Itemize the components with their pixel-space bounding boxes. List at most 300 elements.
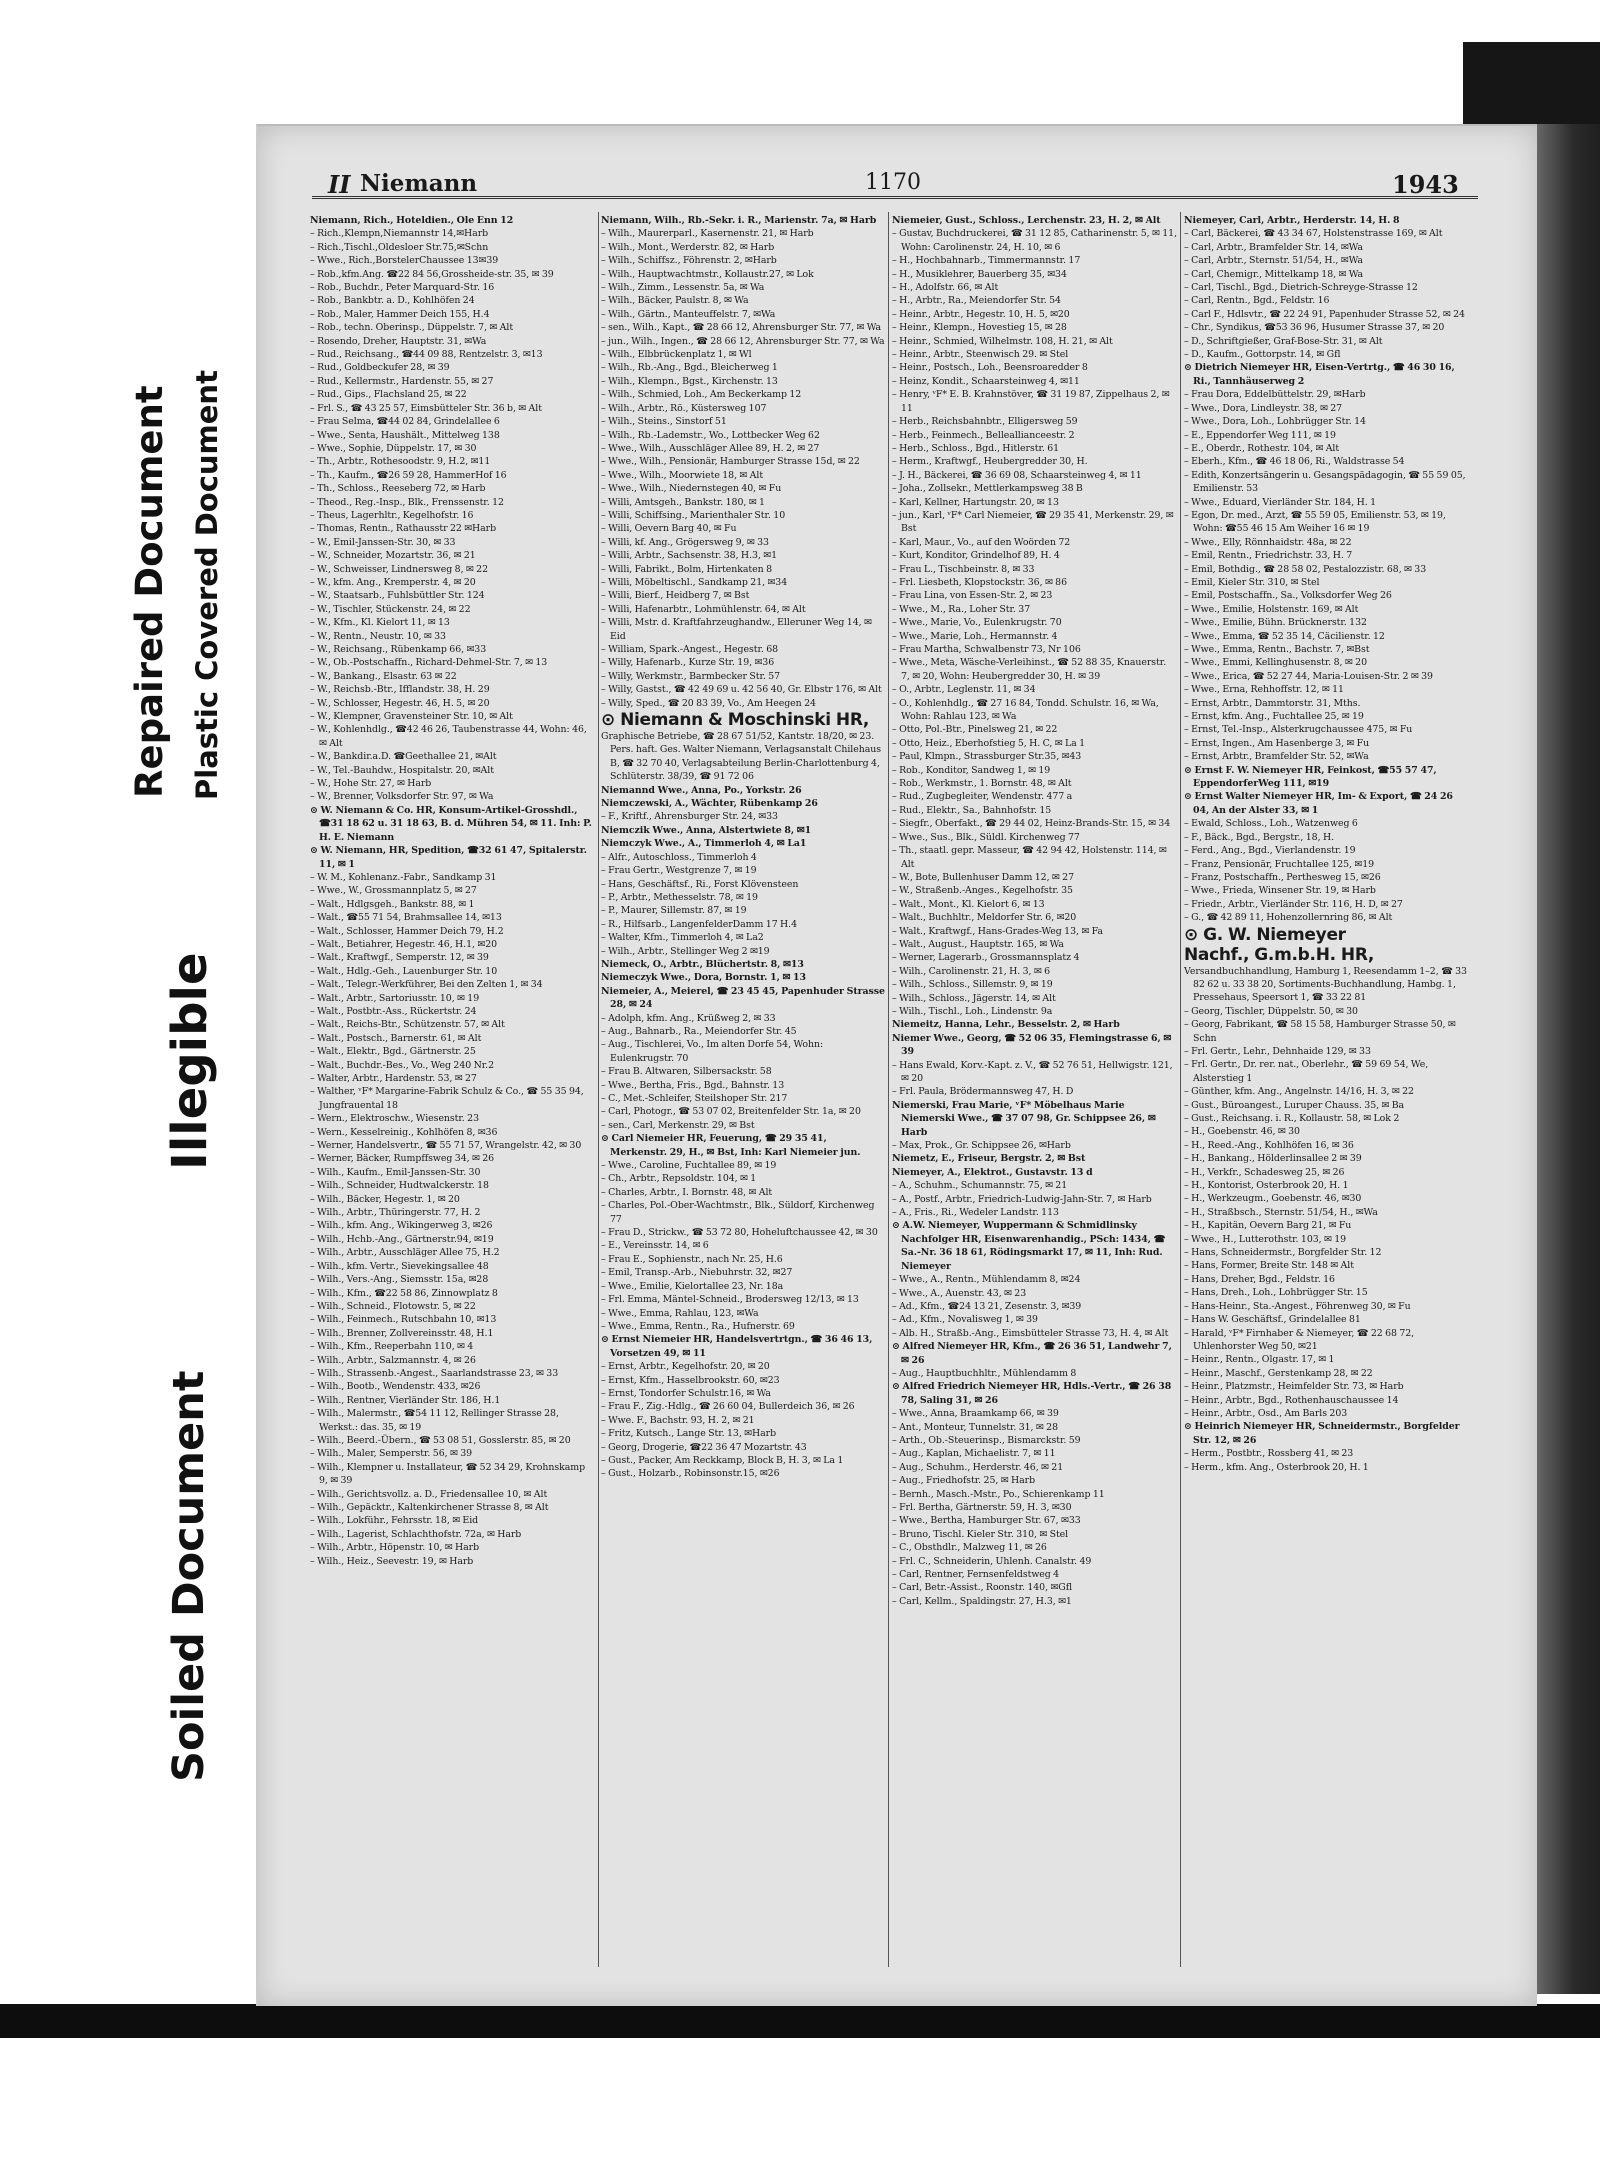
directory-entry: Nachf., G.m.b.H. HR, [1184, 944, 1375, 965]
directory-entry: – G., ☎ 42 89 11, Hohenzollernring 86, ✉ Alt [1184, 912, 1393, 924]
directory-entry: – Th., staatl. gepr. Masseur, ☎ 42 94 42, Holstenstr. 114, ✉ Alt [892, 845, 1167, 870]
directory-entry: – Carl, Photogr., ☎ 53 07 02, Breitenfelder Str. 1a, ✉ 20 [601, 1106, 861, 1118]
directory-entry: – Wilh., Bäcker, Hegestr. 1, ✉ 20 [310, 1193, 460, 1205]
directory-entry: – Carl, Rentn., Bgd., Feldstr. 16 [1184, 295, 1330, 307]
directory-entry: – Wwe., Caroline, Fuchtallee 89, ✉ 19 [601, 1160, 777, 1172]
directory-entry: – Emil, Postschaffn., Sa., Volksdorfer Weg 26 [1184, 590, 1392, 602]
directory-entry: – Alfr., Autoschloss., Timmerloh 4 [601, 851, 757, 863]
column-divider [598, 212, 599, 1967]
directory-entry: – Walt., Postsch., Barnerstr. 61, ✉ Alt [310, 1032, 482, 1044]
directory-entry: Niemczyk Wwe., A., Timmerloh 4, ✉ La1 [601, 838, 807, 850]
directory-entry: – Walt., Kraftwgf., Hans-Grades-Weg 13, ✉ Fa [892, 925, 1103, 937]
directory-entry: – Wern., Elektroschw., Wiesenstr. 23 [310, 1113, 479, 1125]
directory-entry: – Wwe., Wilh., Ausschläger Allee 89, H. 2, ✉ 27 [601, 442, 820, 454]
header-page-number: 1170 [865, 170, 921, 195]
directory-column-4 [1184, 214, 1469, 1964]
directory-entry: – Egon, Dr. med., Arzt, ☎ 55 59 05, Emilienstr. 53, ✉ 19, Wohn: ☎55 46 15 Am Weiher 16 ✉ 19 [1184, 509, 1446, 535]
directory-entry: – Rob., Konditor, Sandweg 1, ✉ 19 [892, 764, 1051, 776]
directory-entry: Niemerski, Frau Marie, ᵛF* Möbelhaus Marie Niemerski Wwe., ☎ 37 07 98, Gr. Schippsee 26, ✉ Harb [892, 1099, 1156, 1138]
directory-entry: ⊙ G. W. Niemeyer [1184, 924, 1346, 945]
directory-entry: – Walt., Hdlgsgeh., Bankstr. 88, ✉ 1 [310, 898, 475, 910]
directory-entry: – W., Kohlenhdlg., ☎42 46 26, Taubenstrasse 44, Wohn: 46, ✉ Alt [310, 724, 587, 749]
directory-entry: – Rich.,Tischl.,Oldesloer Str.75,✉Schn [310, 241, 489, 253]
directory-entry: – Edith, Konzertsängerin u. Gesangspädagogin, ☎ 55 59 05, Emilienstr. 53 [1184, 469, 1466, 495]
directory-entry: – Wwe., Marie, Vo., Eulenkrugstr. 70 [892, 617, 1062, 629]
directory-entry: – Rud., Goldbeckufer 28, ✉ 39 [310, 362, 450, 374]
directory-entry: – Rosendo, Dreher, Hauptstr. 31, ✉Wa [310, 335, 487, 347]
directory-entry: – H., Werkzeugm., Goebenstr. 46, ✉30 [1184, 1193, 1362, 1205]
directory-entry: – Fritz, Kutsch., Lange Str. 13, ✉Harb [601, 1428, 777, 1440]
directory-entry: – Hans, Former, Breite Str. 148 ✉ Alt [1184, 1260, 1354, 1272]
column-divider [1180, 212, 1181, 1967]
directory-entry: – Willi, Amtsgeh., Bankstr. 180, ✉ 1 [601, 496, 765, 508]
directory-entry: – Wilh., Arbtr., Salzmannstr. 4, ✉ 26 [310, 1354, 476, 1366]
directory-entry: – Heinr., Arbtr., Osd., Am Barls 203 [1184, 1407, 1348, 1419]
directory-entry: – sen., Wilh., Kapt., ☎ 28 66 12, Ahrensburger Str. 77, ✉ Wa [601, 322, 882, 334]
scan-border-right [1535, 124, 1600, 1994]
directory-entry: – Franz, Postschaffn., Perthesweg 15, ✉26 [1184, 871, 1381, 883]
directory-entry: – Ant., Monteur, Tunnelstr. 31, ✉ 28 [892, 1421, 1058, 1433]
directory-entry: – H., Reed.-Ang., Kohlhöfen 16, ✉ 36 [1184, 1139, 1354, 1151]
directory-entry: – Georg, Tischler, Düppelstr. 50, ✉ 30 [1184, 1005, 1358, 1017]
directory-entry: – Carl F., Hdlsvtr., ☎ 22 24 91, Papenhuder Strasse 52, ✉ 24 [1184, 308, 1465, 320]
directory-entry: – Frau Gertr., Westgrenze 7, ✉ 19 [601, 865, 757, 877]
directory-entry: Niemeck, O., Arbtr., Blüchertstr. 8, ✉13 [601, 958, 804, 970]
directory-entry: – Rob., techn. Oberinsp., Düppelstr. 7, ✉ Alt [310, 322, 514, 334]
directory-entry: – Carl, Arbtr., Sternstr. 51/54, H., ✉Wa [1184, 255, 1363, 267]
directory-entry: – Wwe., Emma, Rahlau, 123, ✉Wa [601, 1307, 759, 1319]
directory-entry: – Carl, Betr.-Assist., Roonstr. 140, ✉Gfl [892, 1582, 1073, 1594]
directory-entry: – W., Schweisser, Lindnersweg 8, ✉ 22 [310, 563, 488, 575]
directory-entry: Niemczik Wwe., Anna, Alstertwiete 8, ✉1 [601, 824, 812, 836]
directory-entry: – Emil, Bothdig., ☎ 28 58 02, Pestalozzistr. 68, ✉ 33 [1184, 563, 1427, 575]
directory-entry: – Ernst, Tel.-Insp., Alsterkrugchaussee 475, ✉ Fu [1184, 724, 1413, 736]
directory-entry: – Hans W. Geschäftsf., Grindelallee 81 [1184, 1314, 1361, 1326]
directory-entry: Niemetz, E., Friseur, Bergstr. 2, ✉ Bst [892, 1153, 1086, 1165]
directory-entry: – W., Klempner, Gravensteiner Str. 10, ✉ Alt [310, 711, 513, 723]
directory-entry: – E., Oberdr., Rothestr. 104, ✉ Alt [1184, 442, 1340, 454]
directory-entry: ⊙ W. Niemann, HR, Spedition, ☎32 61 47, Spitalerstr. 11, ✉ 1 [310, 845, 588, 870]
directory-entry: – Heinz, Kondit., Schaarsteinweg 4, ✉11 [892, 375, 1080, 387]
directory-entry: – Wilh., Schiffsz., Föhrenstr. 2, ✉Harb [601, 255, 777, 267]
directory-entry: Niemer Wwe., Georg, ☎ 52 06 35, Flemingstrasse 6, ✉ 39 [892, 1032, 1172, 1058]
directory-entry: – Frau Martha, Schwalbenstr 73, Nr 106 [892, 644, 1081, 655]
directory-entry: – Rud., Kellermstr., Hardenstr. 55, ✉ 27 [310, 375, 494, 387]
directory-entry: – Willi, kf. Ang., Grögersweg 9, ✉ 33 [601, 536, 769, 548]
directory-entry: Niemeyer, Carl, Arbtr., Herderstr. 14, H. 8 [1184, 215, 1400, 226]
directory-entry: – Wilh., Lagerist, Schlachthofstr. 72a, ✉ Harb [310, 1528, 522, 1540]
directory-entry: – R., Hilfsarb., LangenfelderDamm 17 H.4 [601, 918, 798, 930]
directory-entry: – Willy, Sped., ☎ 20 83 39, Vo., Am Heegen 24 [601, 697, 816, 709]
directory-entry: – Emil, Kieler Str. 310, ✉ Stel [1184, 576, 1320, 588]
directory-entry: – Wilh., Strassenb.-Angest., Saarlandstrasse 23, ✉ 33 [310, 1367, 559, 1379]
directory-entry: – Gust., Packer, Am Reckkamp, Block B, H. 3, ✉ La 1 [601, 1454, 844, 1466]
directory-entry: – Wwe., Rich.,BorstelerChaussee 13✉39 [310, 255, 499, 267]
directory-entry: – Carl, Bäckerei, ☎ 43 34 67, Holstenstrasse 169, ✉ Alt [1184, 228, 1443, 240]
directory-entry: – E., Vereinsstr. 14, ✉ 6 [601, 1240, 709, 1252]
directory-entry: – Wwe., Senta, Haushält., Mittelweg 138 [310, 429, 500, 441]
directory-entry: – H., Kapitän, Oevern Barg 21, ✉ Fu [1184, 1220, 1352, 1232]
directory-entry: – Gust., Reichsang. i. R., Kollaustr. 58, ✉ Lok 2 [1184, 1113, 1400, 1124]
directory-entry: – Wilh., Rb.-Lademstr., Wo., Lottbecker Weg 62 [601, 429, 820, 441]
directory-entry: – Walter, Kfm., Timmerloh 4, ✉ La2 [601, 932, 764, 944]
directory-entry: Niemann, Wilh., Rb.-Sekr. i. R., Marienstr. 7a, ✉ Harb [601, 215, 877, 226]
directory-entry: – Werner, Bäcker, Rumpffsweg 34, ✉ 26 [310, 1153, 495, 1165]
directory-entry: – Wwe., Wilh., Moorwiete 18, ✉ Alt [601, 469, 764, 481]
directory-entry: – Wilh., Klempn., Bgst., Kirchenstr. 13 [601, 375, 778, 387]
directory-entry: – Emil, Transp.-Arb., Niebuhrstr. 32, ✉27 [601, 1267, 793, 1279]
directory-entry: – A., Schuhm., Schumannstr. 75, ✉ 21 [892, 1180, 1068, 1192]
directory-entry: – Wilh., Schneid., Flotowstr. 5, ✉ 22 [310, 1300, 476, 1312]
directory-entry: – Gust., Holzarb., Robinsonstr.15, ✉26 [601, 1468, 780, 1480]
directory-entry: – Walt., Schlosser, Hammer Deich 79, H.2 [310, 925, 504, 937]
directory-entry: – Wwe., Bertha, Fris., Bgd., Bahnstr. 13 [601, 1079, 785, 1091]
directory-entry: – Walt., Reichs-Btr., Schützenstr. 57, ✉ Alt [310, 1019, 505, 1031]
header-name: Niemann [360, 170, 478, 197]
directory-entry: – H., Straßbsch., Sternstr. 51/54, H., ✉Wa [1184, 1206, 1378, 1218]
directory-entry: – Heinr., Rentn., Olgastr. 17, ✉ 1 [1184, 1354, 1335, 1366]
directory-entry: – Wwe., Dora, Loh., Lohbrügger Str. 14 [1184, 416, 1366, 428]
directory-entry: – Charles, Pol.-Ober-Wachtmstr., Blk., Süldorf, Kirchenweg 77 [601, 1200, 875, 1225]
directory-entry: – W., Bankdir.a.D. ☎Geethallee 21, ✉Alt [310, 751, 497, 763]
directory-entry: – W., Brenner, Volksdorfer Str. 97, ✉ Wa [310, 791, 494, 803]
directory-entry: – Wilh., Beerd.-Übern., ☎ 53 08 51, Gosslerstr. 85, ✉ 20 [310, 1434, 571, 1446]
directory-entry: ⊙ Ernst Niemeier HR, Handelsvertrtgn., ☎ 36 46 13, Vorsetzen 49, ✉ 11 [601, 1334, 873, 1359]
directory-entry: – Wilh., Kfm., ☎22 58 86, Zinnowplatz 8 [310, 1287, 498, 1299]
directory-entry: – Karl, Maur., Vo., auf den Woörden 72 [892, 536, 1071, 548]
directory-entry: – Wilh., Gärtn., Manteuffelstr. 7, ✉Wa [601, 308, 776, 320]
directory-entry: – Frl. Gertr., Dr. rer. nat., Oberlehr., ☎ 59 69 54, We, Alsterstieg 1 [1184, 1059, 1429, 1084]
directory-entry: – C., Met.-Schleifer, Steilshoper Str. 217 [601, 1093, 788, 1104]
directory-entry: ⊙ Niemann & Moschinski HR, [601, 710, 870, 731]
directory-entry: – Bruno, Tischl. Kieler Str. 310, ✉ Stel [892, 1528, 1069, 1540]
directory-column-3 [892, 214, 1177, 1964]
directory-entry: – Wwe., M., Ra., Loher Str. 37 [892, 603, 1031, 615]
directory-entry: – Wilh., Arbtr., Höpenstr. 10, ✉ Harb [310, 1542, 480, 1554]
directory-entry: – Paul, Klmpn., Strassburger Str.35, ✉43 [892, 751, 1082, 763]
directory-entry: – jun., Karl, ᵛF* Carl Niemeier, ☎ 29 35 41, Merkenstr. 29, ✉ Bst [892, 509, 1174, 535]
directory-entry: – Willi, Fabrikt., Bolm, Hirtenkaten 8 [601, 563, 772, 575]
directory-entry: – jun., Wilh., Ingen., ☎ 28 66 12, Ahrensburger Str. 77, ✉ Wa [601, 335, 885, 347]
directory-entry: – Aug., Hauptbuchhltr., Mühlendamm 8 [892, 1367, 1077, 1379]
directory-entry: – Rob.,kfm.Ang. ☎22 84 56,Grossheide-str. 35, ✉ 39 [310, 268, 554, 280]
directory-entry: – Ernst, Arbtr., Dammtorstr. 31, Mths. [1184, 697, 1361, 709]
directory-entry: – Theod., Reg.-Insp., Blk., Frenssenstr. 12 [310, 496, 504, 508]
directory-entry: – Wilh., Mont., Werderstr. 82, ✉ Harb [601, 241, 775, 253]
directory-entry: – Wwe., Wilh., Pensionär, Hamburger Strasse 15d, ✉ 22 [601, 456, 860, 468]
directory-entry: – Willy, Hafenarb., Kurze Str. 19, ✉36 [601, 657, 775, 669]
directory-entry: ⊙ Ernst Walter Niemeyer HR, Im- & Export, ☎ 24 26 04, An der Alster 33, ✉ 1 [1184, 791, 1453, 816]
directory-entry: – Wwe., A., Rentn., Mühlendamm 8, ✉24 [892, 1274, 1081, 1286]
directory-entry: Niemeczyk Wwe., Dora, Bornstr. 1, ✉ 13 [601, 972, 806, 984]
directory-entry: – Wwe., Marie, Loh., Hermannstr. 4 [892, 630, 1058, 642]
directory-entry: – Henry, ᵛF* E. B. Krahnstöver, ☎ 31 19 87, Zippelhaus 2, ✉ 11 [892, 389, 1170, 414]
directory-entry: – sen., Carl, Merkenstr. 29, ✉ Bst [601, 1119, 755, 1131]
directory-entry: ⊙ Alfred Niemeyer HR, Kfm., ☎ 26 36 51, Landwehr 7, ✉ 26 [892, 1341, 1172, 1366]
directory-entry: – Wwe., Emilie, Kielortallee 23, Nr. 18a [601, 1280, 784, 1292]
directory-entry: ⊙ A.W. Niemeyer, Wuppermann & Schmidlinsky Nachfolger HR, Eisenwarenhandig., PSch: 1434, ☎ Sa.-Nr. 36 18 61, Rödingsmarkt 17, ✉ 11, Inh: Rud. Niemeyer [892, 1220, 1166, 1272]
directory-entry: – Willi, Möbeltischl., Sandkamp 21, ✉34 [601, 576, 788, 588]
directory-entry: – Th., Schloss., Reeseberg 72, ✉ Harb [310, 483, 486, 495]
directory-entry: – Wilh., kfm. Vertr., Sievekingsallee 48 [310, 1260, 489, 1272]
directory-entry: – W., Bankang., Elsastr. 63 ✉ 22 [310, 670, 457, 682]
directory-entry: – Gust., Büroangest., Luruper Chauss. 35, ✉ Ba [1184, 1099, 1405, 1111]
directory-entry: – Frl. Liesbeth, Klopstockstr. 36, ✉ 86 [892, 576, 1068, 588]
directory-entry: – Thomas, Rentn., Rathausstr 22 ✉Harb [310, 523, 497, 535]
directory-entry: – W., Ob.-Postschaffn., Richard-Dehmel-Str. 7, ✉ 13 [310, 657, 548, 669]
directory-entry: – Walt., Telegr.-Werkführer, Bei den Zelten 1, ✉ 34 [310, 979, 543, 991]
directory-entry: – Wilh., Schneider, Hudtwalckerstr. 18 [310, 1180, 489, 1192]
directory-entry: – Frl. Bertha, Gärtnerstr. 59, H. 3, ✉30 [892, 1502, 1072, 1513]
directory-entry: – Rob., Buchdr., Peter Marquard-Str. 16 [310, 282, 495, 294]
directory-entry: – Walt., August., Hauptstr. 165, ✉ Wa [892, 938, 1064, 950]
directory-entry: – Karl, Kellner, Hartungstr. 20, ✉ 13 [892, 496, 1059, 508]
directory-entry: – Frau E., Sophienstr., nach Nr. 25, H.6 [601, 1253, 783, 1265]
directory-entry: – Walt., Elektr., Bgd., Gärtnerstr. 25 [310, 1046, 476, 1058]
directory-entry: – Eberh., Kfm., ☎ 46 18 06, Ri., Waldstrasse 54 [1184, 456, 1405, 468]
directory-entry: – Willi, Oevern Barg 40, ✉ Fu [601, 523, 737, 535]
directory-entry: ⊙ W. Niemann & Co. HR, Konsum-Artikel-Grosshdl., ☎31 18 62 u. 31 18 63, B. d. Mühren 54, ✉ 11. Inh: P. H. E. Niemann [310, 804, 592, 843]
directory-entry: – Frau F., Zig.-Hdlg., ☎ 26 60 04, Bullerdeich 36, ✉ 26 [601, 1401, 855, 1413]
directory-entry: – Siegfr., Oberfakt., ☎ 29 44 02, Heinz-Brands-Str. 15, ✉ 34 [892, 818, 1171, 830]
directory-entry: – Wwe., Emilie, Bühn. Brücknerstr. 132 [1184, 617, 1367, 629]
directory-entry: – Ad., Kfm., Novalisweg 1, ✉ 39 [892, 1314, 1038, 1326]
directory-entry: – P., Maurer, Sillemstr. 87, ✉ 19 [601, 905, 747, 917]
directory-entry: – Wilh., Malermstr., ☎54 11 12, Rellinger Strasse 28, Werkst.: das. 35, ✉ 19 [310, 1408, 559, 1433]
directory-entry: – Hans Ewald, Korv.-Kapt. z. V., ☎ 52 76 51, Hellwigstr. 121, ✉ 20 [892, 1059, 1173, 1084]
directory-entry: – E., Eppendorfer Weg 111, ✉ 19 [1184, 429, 1336, 441]
directory-entry: – Wilh., Bootb., Wendenstr. 433, ✉26 [310, 1381, 481, 1393]
directory-entry: – Friedr., Arbtr., Vierländer Str. 116, H. D, ✉ 27 [1184, 898, 1403, 910]
directory-entry: – Willi, Arbtr., Sachsenstr. 38, H.3, ✉1 [601, 550, 777, 562]
column-divider [888, 212, 889, 1967]
directory-entry: – Heinr., Postsch., Loh., Beensroaredder 8 [892, 362, 1088, 374]
directory-entry: – D., Kaufm., Gottorpstr. 14, ✉ Gfl [1184, 349, 1341, 361]
directory-entry: – Theus, Lagerhltr., Kegelhofstr. 16 [310, 509, 474, 521]
directory-entry: – Joha., Zollsekr., Mettlerkampsweg 38 B [892, 483, 1083, 495]
directory-entry: – Wwe., Bertha, Hamburger Str. 67, ✉33 [892, 1515, 1081, 1527]
directory-entry: – Frau Dora, Eddelbüttelstr. 29, ✉Harb [1184, 389, 1366, 401]
directory-entry: – A., Postf., Arbtr., Friedrich-Ludwig-Jahn-Str. 7, ✉ Harb [892, 1193, 1152, 1205]
directory-entry: – Gustav, Buchdruckerei, ☎ 31 12 85, Catharinenstr. 5, ✉ 11, Wohn: Carolinenstr. 24, H. 10, ✉ 6 [892, 228, 1177, 253]
directory-entry: – Wwe. F., Bachstr. 93, H. 2, ✉ 21 [601, 1414, 755, 1426]
directory-entry: – Wilh., Arbtr., Rö., Küstersweg 107 [601, 402, 767, 414]
directory-entry: – Willi, Bierf., Heidberg 7, ✉ Bst [601, 590, 750, 602]
directory-entry: – Willi, Hafenarbtr., Lohmühlenstr. 64, ✉ Alt [601, 603, 806, 615]
directory-entry: ⊙ Dietrich Niemeyer HR, Eisen-Vertrtg., ☎ 46 30 16, Ri., Tannhäuserweg 2 [1184, 362, 1455, 387]
directory-entry: – Willi, Mstr. d. Kraftfahrzeughandw., Elleruner Weg 14, ✉ Eid [601, 617, 872, 642]
directory-entry: – W., Tischler, Stückenstr. 24, ✉ 22 [310, 603, 471, 615]
directory-entry: – W., Bote, Bullenhuser Damm 12, ✉ 27 [892, 871, 1074, 883]
directory-entry: – Wilh., Zimm., Lessenstr. 5a, ✉ Wa [601, 282, 765, 294]
directory-entry: – Wwe., Wilh., Niedernstegen 40, ✉ Fu [601, 483, 782, 495]
directory-entry: – Wilh., Maurerparl., Kasernenstr. 21, ✉ Harb [601, 228, 814, 240]
directory-entry: – Georg, Drogerie, ☎22 36 47 Mozartstr. 43 [601, 1441, 807, 1453]
directory-entry: – Heinr., Platzmstr., Heimfelder Str. 73, ✉ Harb [1184, 1381, 1404, 1393]
directory-entry: – Chr., Syndikus, ☎53 36 96, Husumer Strasse 37, ✉ 20 [1184, 322, 1445, 334]
header-year: 1943 [1392, 170, 1459, 199]
directory-entry: – Ch., Arbtr., Repsoldstr. 104, ✉ 1 [601, 1173, 757, 1185]
directory-entry: – Wilh., Maler, Semperstr. 56, ✉ 39 [310, 1448, 473, 1460]
directory-entry: – H., Bankang., Hölderlinsallee 2 ✉ 39 [1184, 1153, 1362, 1165]
directory-entry: – Herb., Schloss., Bgd., Hitlerstr. 61 [892, 442, 1060, 454]
directory-entry: – F., Kriftf., Ahrensburger Str. 24, ✉33 [601, 811, 778, 823]
directory-entry: ⊙ Heinrich Niemeyer HR, Schneidermstr., Borgfelder Str. 12, ✉ 26 [1184, 1421, 1460, 1446]
directory-entry: – Carl, Rentner, Fernsenfeldstweg 4 [892, 1569, 1060, 1581]
directory-entry: – Frl. S., ☎ 43 25 57, Eimsbütteler Str. 36 b, ✉ Alt [310, 402, 542, 414]
directory-entry: – H., Arbtr., Ra., Meiendorfer Str. 54 [892, 295, 1061, 307]
directory-entry: – W., Straßenb.-Anges., Kegelhofstr. 35 [892, 885, 1073, 897]
directory-entry: – Wilh., kfm. Ang., Wikingerweg 3, ✉26 [310, 1220, 493, 1232]
directory-entry: – H., Adolfstr. 66, ✉ Alt [892, 282, 999, 294]
directory-entry: Versandbuchhandlung, Hamburg 1, Reesendamm 1–2, ☎ 33 82 62 u. 33 38 20, Sortiments-Buchhandlung, Hambg. 1, Pressehaus, Speersort 1, ☎ 33 22 81 [1184, 965, 1467, 1004]
directory-entry: – Frl. Paula, Brödermannsweg 47, H. D [892, 1086, 1074, 1098]
directory-entry: – Otto, Heiz., Eberhofstieg 5, H. C, ✉ La 1 [892, 737, 1086, 749]
directory-entry: – Herb., Reichsbahnbtr., Elligersweg 59 [892, 416, 1078, 428]
directory-entry: – O., Kohlenhdlg., ☎ 27 16 84, Tondd. Schulstr. 16, ✉ Wa, Wohn: Rahlau 123, ✉ Wa [892, 697, 1159, 723]
directory-entry: – Rud., Elektr., Sa., Bahnhofstr. 15 [892, 804, 1052, 816]
directory-entry: – Ernst, Arbtr., Bramfelder Str. 52, ✉Wa [1184, 751, 1369, 763]
scan-border-bottom [0, 2004, 1600, 2038]
directory-entry: – Wilh., Elbbrückenplatz 1, ✉ Wl [601, 349, 752, 361]
directory-entry: – W., Reichsang., Rübenkamp 66, ✉33 [310, 644, 487, 655]
directory-entry: – Wilh., Feinmech., Rutschbahn 10, ✉13 [310, 1314, 497, 1326]
directory-entry: – Rob., Maler, Hammer Deich 155, H.4 [310, 308, 490, 320]
directory-entry: – Hans, Dreher, Bgd., Feldstr. 16 [1184, 1273, 1335, 1285]
directory-entry: – William, Spark.-Angest., Hegestr. 68 [601, 644, 779, 655]
directory-entry: – Otto, Pol.-Btr., Pinelsweg 21, ✉ 22 [892, 724, 1058, 736]
directory-entry: – Heinr., Schmied, Wilhelmstr. 108, H. 21, ✉ Alt [892, 335, 1113, 347]
directory-entry: – Wilh., Bäcker, Paulstr. 8, ✉ Wa [601, 295, 749, 307]
directory-entry: – D., Schriftgießer, Graf-Bose-Str. 31, ✉ Alt [1184, 335, 1383, 347]
directory-entry: – Heinr., Arbtr., Hegestr. 10, H. 5, ✉20 [892, 308, 1070, 320]
directory-entry: – Carl, Chemigr., Mittelkamp 18, ✉ Wa [1184, 268, 1364, 280]
directory-entry: – Hans, Dreh., Loh., Lohbrügger Str. 15 [1184, 1287, 1368, 1299]
directory-entry: – Th., Kaufm., ☎26 59 28, HammerHof 16 [310, 469, 507, 481]
directory-entry: – Günther, kfm. Ang., Angelnstr. 14/16, H. 3, ✉ 22 [1184, 1086, 1414, 1098]
directory-entry: – Wilh., Rb.-Ang., Bgd., Bleicherweg 1 [601, 362, 778, 374]
directory-entry: – Ernst, Ingen., Am Hasenberge 3, ✉ Fu [1184, 737, 1370, 749]
directory-entry: – W., Emil-Janssen-Str. 30, ✉ 33 [310, 536, 456, 548]
directory-entry: – Frau Selma, ☎44 02 84, Grindelallee 6 [310, 416, 500, 428]
directory-entry: – Herm., Postbtr., Rossberg 41, ✉ 23 [1184, 1448, 1354, 1460]
directory-entry: ⊙ Ernst F. W. Niemeyer HR, Feinkost, ☎55 57 47, EppendorferWeg 111, ✉19 [1184, 764, 1437, 790]
directory-entry: Niemeyer, A., Elektrot., Gustavstr. 13 d [892, 1166, 1093, 1178]
directory-entry: – Wwe., W., Grossmannplatz 5, ✉ 27 [310, 885, 477, 897]
directory-entry: – W., Schneider, Mozartstr. 36, ✉ 21 [310, 550, 476, 562]
directory-entry: – Wilh., Schloss., Jägerstr. 14, ✉ Alt [892, 992, 1056, 1004]
directory-entry: – Wwe., Emmi, Kellinghusenstr. 8, ✉ 20 [1184, 657, 1367, 669]
directory-entry: – Aug., Schuhm., Herderstr. 46, ✉ 21 [892, 1461, 1064, 1473]
directory-entry: – Harald, ᵛF* Firnhaber & Niemeyer, ☎ 22 68 72, Uhlenhorster Weg 50, ✉21 [1184, 1327, 1415, 1352]
directory-entry: – Walt., Buchhltr., Meldorfer Str. 6, ✉20 [892, 912, 1077, 924]
directory-entry: – W., kfm. Ang., Kremperstr. 4, ✉ 20 [310, 576, 476, 588]
directory-entry: – Th., Arbtr., Rothesoodstr. 9, H.2, ✉11 [310, 456, 491, 468]
directory-entry: – Walt., Buchdr.-Bes., Vo., Weg 240 Nr.2 [310, 1059, 494, 1071]
directory-entry: – Werner, Handelsvertr., ☎ 55 71 57, Wrangelstr. 42, ✉ 30 [310, 1140, 582, 1152]
directory-entry: ⊙ Carl Niemeier HR, Feuerung, ☎ 29 35 41, Merkenstr. 29, H., ✉ Bst, Inh: Karl Niemeier jun. [601, 1133, 861, 1158]
directory-entry: – Willy, Gastst., ☎ 42 49 69 u. 42 56 40, Gr. Elbstr 176, ✉ Alt [601, 684, 882, 696]
directory-entry: – Ernst, kfm. Ang., Fuchtallee 25, ✉ 19 [1184, 711, 1364, 723]
directory-entry: – Frau D., Strickw., ☎ 53 72 80, Hoheluftchaussee 42, ✉ 30 [601, 1227, 878, 1239]
directory-entry: – Wwe., A., Auenstr. 43, ✉ 23 [892, 1287, 1027, 1299]
directory-entry: – Wilh., Gepäcktr., Kaltenkirchener Strasse 8, ✉ Alt [310, 1502, 549, 1513]
directory-entry: – Carl, Arbtr., Bramfelder Str. 14, ✉Wa [1184, 241, 1363, 253]
directory-entry: – Rud., Reichsang., ☎44 09 88, Rentzelstr. 3, ✉13 [310, 349, 543, 361]
directory-entry: – Hans, Schneidermstr., Borgfelder Str. 12 [1184, 1247, 1382, 1259]
directory-entry: – Walt., Kraftwgf., Semperstr. 12, ✉ 39 [310, 952, 489, 964]
directory-entry: – W., Tel.-Bauhdw., Hospitalstr. 20, ✉Alt [310, 764, 494, 776]
directory-entry: Niemeier, Gust., Schloss., Lerchenstr. 23, H. 2, ✉ Alt [892, 215, 1161, 226]
directory-entry: – Wilh., Steins., Sinstorf 51 [601, 416, 727, 428]
directory-entry: – Willy, Werkmstr., Barmbecker Str. 57 [601, 670, 781, 682]
directory-entry: – Ernst, Tondorfer Schulstr.16, ✉ Wa [601, 1387, 771, 1399]
directory-entry: – Frau B. Altwaren, Silbersackstr. 58 [601, 1066, 772, 1078]
directory-entry: – Wwe., Meta, Wäsche-Verleihinst., ☎ 52 88 35, Knauerstr. 7, ✉ 20, Wohn: Heubergredder 30, H. ✉ 39 [892, 657, 1167, 682]
directory-entry: – O., Arbtr., Leglenstr. 11, ✉ 34 [892, 684, 1036, 696]
directory-entry: – C., Obsthdlr., Malzweg 11, ✉ 26 [892, 1542, 1047, 1554]
directory-entry: – Wilh., Rentner, Vierländer Str. 186, H.1 [310, 1394, 501, 1406]
directory-column-1 [310, 214, 595, 1964]
directory-entry: – Frau L., Tischbeinstr. 8, ✉ 33 [892, 563, 1035, 575]
directory-entry: – Franz, Pensionär, Fruchtallee 125, ✉19 [1184, 858, 1375, 870]
directory-entry: – Wilh., Carolinenstr. 21, H. 3, ✉ 6 [892, 965, 1051, 977]
directory-entry: – Ferd., Ang., Bgd., Vierlandenstr. 19 [1184, 845, 1356, 857]
directory-entry: – W., Staatsarb., Fuhlsbüttler Str. 124 [310, 590, 485, 602]
directory-entry: – Wilh., Heiz., Seevestr. 19, ✉ Harb [310, 1555, 474, 1567]
directory-entry: – Ernst, Arbtr., Kegelhofstr. 20, ✉ 20 [601, 1361, 770, 1373]
directory-entry: – Wwe., Emilie, Holstenstr. 169, ✉ Alt [1184, 603, 1359, 615]
directory-entry: – Walt., Betiahrer, Hegestr. 46, H.1, ✉20 [310, 938, 498, 950]
directory-entry: – Wwe., Frieda, Winsener Str. 19, ✉ Harb [1184, 885, 1376, 897]
directory-entry: – Wilh., Klempner u. Installateur, ☎ 52 34 29, Krohnskamp 9, ✉ 39 [310, 1461, 586, 1487]
directory-entry: – Wilh., Schmied, Loh., Am Beckerkamp 12 [601, 389, 802, 401]
directory-entry: – H., Verkfr., Schadesweg 25, ✉ 26 [1184, 1166, 1345, 1178]
directory-entry: Graphische Betriebe, ☎ 28 67 51/52, Kantstr. 18/20, ✉ 23. Pers. haft. Ges. Walter Niemann, Verlagsanstalt Chilehaus B, ☎ 32 70 40, Verlagsabteilung Berlin-Charlottenburg 4, Schlüterstr. 38/39, ☎ 91 72 06 [601, 731, 882, 783]
directory-entry: – Walt., Arbtr., Sartoriusstr. 10, ✉ 19 [310, 992, 480, 1004]
directory-entry: – Walther, ᵛF* Margarine-Fabrik Schulz & Co., ☎ 55 35 94, Jungfrauental 18 [310, 1086, 584, 1111]
directory-entry: – Wilh., Hchb.-Ang., Gärtnerstr.94, ✉19 [310, 1233, 494, 1245]
directory-entry: – Aug., Kaplan, Michaelistr. 7, ✉ 11 [892, 1448, 1056, 1460]
directory-entry: – Wilh., Kfm., Reeperbahn 110, ✉ 4 [310, 1341, 474, 1353]
directory-column-2 [601, 214, 886, 1964]
directory-entry: – Kurt, Konditor, Grindelhof 89, H. 4 [892, 550, 1060, 562]
directory-entry: – Wilh., Kaufm., Emil-Janssen-Str. 30 [310, 1166, 481, 1178]
directory-entry: – Frl. Gertr., Lehr., Dehnhaide 129, ✉ 33 [1184, 1045, 1371, 1057]
directory-entry: – Wilh., Hauptwachtmstr., Kollaustr.27, ✉ Lok [601, 268, 814, 280]
directory-entry: – Wilh., Tischl., Loh., Lindenstr. 9a [892, 1005, 1053, 1017]
directory-entry: – Adolph, kfm. Ang., Krüßweg 2, ✉ 33 [601, 1012, 776, 1024]
directory-entry: – Walt., Mont., Kl. Kielort 6, ✉ 13 [892, 898, 1045, 910]
directory-entry: – Wwe., H., Lutterothstr. 103, ✉ 19 [1184, 1233, 1347, 1245]
directory-entry: – Aug., Friedhofstr. 25, ✉ Harb [892, 1475, 1036, 1487]
directory-entry: – Ernst, Kfm., Hasselbrookstr. 60, ✉23 [601, 1374, 780, 1386]
directory-entry: – Walt., Hdlg.-Geh., Lauenburger Str. 10 [310, 965, 498, 977]
directory-entry: – Wwe., Sus., Blk., Süldl. Kirchenweg 77 [892, 831, 1080, 843]
directory-entry: – Frau Lina, von Essen-Str. 2, ✉ 23 [892, 590, 1053, 602]
directory-entry: – Charles, Arbtr., I. Bornstr. 48, ✉ Alt [601, 1186, 773, 1198]
directory-entry: – Aug., Tischlerei, Vo., Im alten Dorfe 54, Wohn: Eulenkrugstr. 70 [601, 1039, 824, 1064]
directory-entry: – Wwe., Eduard, Vierländer Str. 184, H. 1 [1184, 496, 1377, 508]
directory-entry: – Wilh., Arbtr., Stellinger Weg 2 ✉19 [601, 945, 770, 957]
directory-entry: – Heinr., Maschf., Gerstenkamp 28, ✉ 22 [1184, 1367, 1373, 1379]
directory-entry: – Wwe., Sophie, Düppelstr. 17, ✉ 30 [310, 442, 477, 454]
directory-entry: – Rob., Bankbtr. a. D., Kohlhöfen 24 [310, 295, 475, 307]
directory-entry: – Heinr., Arbtr., Steenwisch 29. ✉ Stel [892, 349, 1069, 361]
directory-entry: – Wilh., Lokführ., Fehrsstr. 18, ✉ Eid [310, 1515, 479, 1527]
label-repaired-document: Repaired Document [128, 385, 171, 798]
directory-entry: – Wwe., Dora, Lindleystr. 38, ✉ 27 [1184, 402, 1343, 414]
